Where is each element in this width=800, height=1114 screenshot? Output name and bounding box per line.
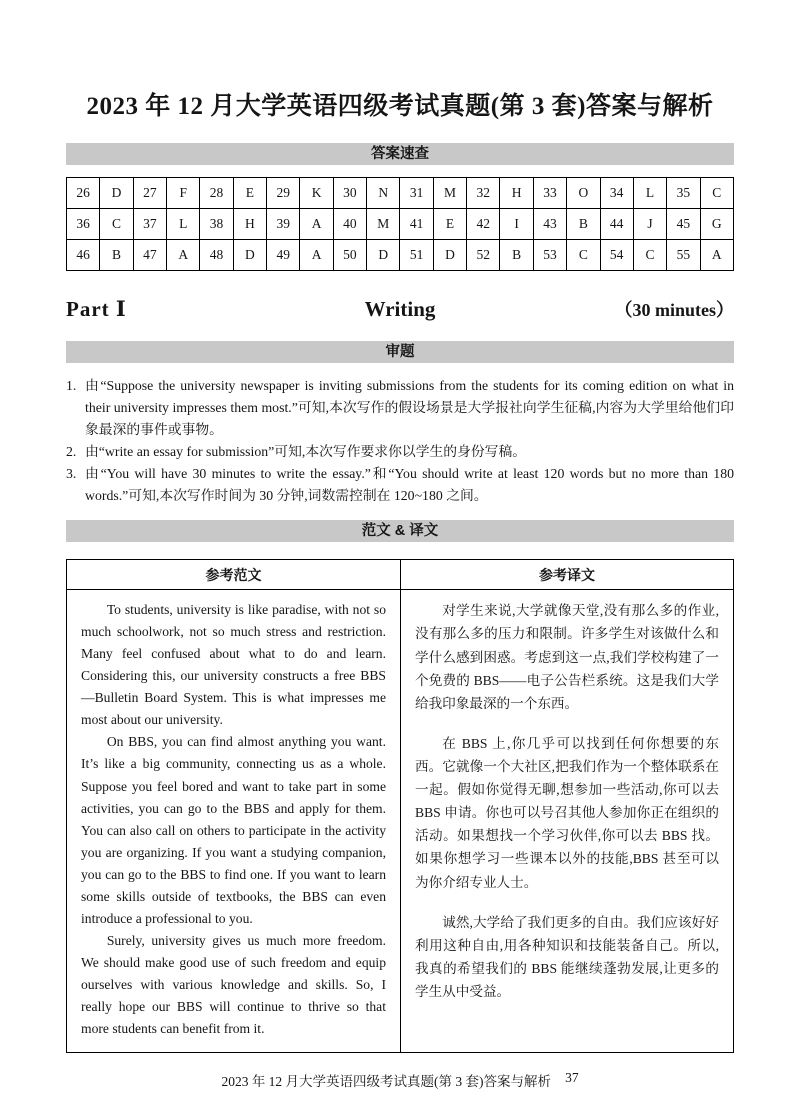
answer-number-cell: 45 bbox=[667, 209, 700, 240]
part-label: Part Ⅰ bbox=[66, 297, 127, 321]
answer-number-cell: 30 bbox=[333, 178, 366, 209]
answer-letter-cell: L bbox=[167, 209, 200, 240]
analysis-item-text: 由“Suppose the university newspaper is inviting submissions from the students for its coming edition on what in their university impresses them most.”可知,本次写作的假设场景是大学报社向学生征稿,内容为大学里给他们印象最深的事件或事物。 bbox=[85, 378, 734, 438]
answer-letter-cell: C bbox=[633, 240, 666, 271]
analysis-item bbox=[66, 375, 734, 441]
answer-number-cell: 47 bbox=[133, 240, 166, 271]
analysis-item bbox=[66, 441, 734, 463]
answer-letter-cell: M bbox=[433, 178, 466, 209]
essay-chinese-column bbox=[400, 590, 733, 1051]
analysis-item-number: 3. bbox=[66, 466, 77, 482]
answer-letter-cell: A bbox=[300, 240, 333, 271]
answer-letter-cell: K bbox=[300, 178, 333, 209]
answer-letter-cell: A bbox=[167, 240, 200, 271]
essay-paragraph-english: On BBS, you can find almost anything you want. It’s like a big community, connecting us as a whole. Suppose you feel bored and want to take part in some activities, you can go to the BBS and apply for them. You can also call on others to participate in the activity you are organizing. If you want a studying companion, you can go to the BBS to find one. If you want to learn some skills outside of textbooks, the BBS can even introduce a professional to you. bbox=[81, 734, 386, 926]
answer-number-cell: 46 bbox=[67, 240, 100, 271]
analysis-item-number: 1. bbox=[66, 378, 77, 393]
answer-number-cell: 33 bbox=[533, 178, 566, 209]
answer-row bbox=[67, 240, 734, 271]
answer-number-cell: 27 bbox=[133, 178, 166, 209]
answer-number-cell: 32 bbox=[467, 178, 500, 209]
answer-letter-cell: F bbox=[167, 178, 200, 209]
answer-number-cell: 37 bbox=[133, 209, 166, 240]
answer-letter-cell: H bbox=[500, 178, 533, 209]
answer-key-table-body bbox=[67, 178, 734, 271]
answer-number-cell: 53 bbox=[533, 240, 566, 271]
answer-number-cell: 52 bbox=[467, 240, 500, 271]
page-title: 2023 年 12 月大学英语四级考试真题(第 3 套)答案与解析 bbox=[86, 93, 714, 120]
answer-letter-cell: A bbox=[300, 209, 333, 240]
answer-letter-cell: D bbox=[367, 240, 400, 271]
part-duration: （30 minutes） bbox=[614, 300, 734, 320]
essay-english-column bbox=[67, 590, 400, 1051]
answer-letter-cell: J bbox=[633, 209, 666, 240]
answer-number-cell: 31 bbox=[400, 178, 433, 209]
answer-letter-cell: D bbox=[233, 240, 266, 271]
footer-page-number: 37 bbox=[565, 1069, 579, 1085]
essay-paragraph-chinese: 对学生来说,大学就像天堂,没有那么多的作业,没有那么多的压力和限制。许多学生对该做什么和学什么感到困惑。考虑到这一点,我们学校构建了一个免费的 BBS——电子公告栏系统。这是我们大学给我印象最深的一个东西。 bbox=[415, 603, 719, 711]
essay-column-header-translation: 参考译文 bbox=[400, 560, 733, 590]
part-title: Writing bbox=[364, 297, 436, 321]
page-footer bbox=[66, 1070, 734, 1090]
answer-letter-cell: C bbox=[100, 209, 133, 240]
part-heading bbox=[66, 296, 734, 322]
analysis-item-text: 由“write an essay for submission”可知,本次写作要求你以学生的身份写稿。 bbox=[85, 444, 527, 460]
analysis-item bbox=[66, 463, 734, 507]
footer-text: 2023 年 12 月大学英语四级考试真题(第 3 套)答案与解析 bbox=[221, 1073, 552, 1089]
answer-number-cell: 36 bbox=[67, 209, 100, 240]
answer-number-cell: 38 bbox=[200, 209, 233, 240]
answer-letter-cell: B bbox=[500, 240, 533, 271]
answer-letter-cell: A bbox=[700, 240, 733, 271]
answer-letter-cell: E bbox=[433, 209, 466, 240]
answer-row bbox=[67, 178, 734, 209]
answer-number-cell: 26 bbox=[67, 178, 100, 209]
answer-letter-cell: D bbox=[100, 178, 133, 209]
answer-number-cell: 43 bbox=[533, 209, 566, 240]
answer-key-table bbox=[66, 177, 734, 271]
answer-number-cell: 28 bbox=[200, 178, 233, 209]
essay-column-header-model: 参考范文 bbox=[67, 560, 400, 590]
answer-number-cell: 42 bbox=[467, 209, 500, 240]
answer-letter-cell: M bbox=[367, 209, 400, 240]
answer-number-cell: 29 bbox=[267, 178, 300, 209]
section-header-analysis: 审题 bbox=[66, 341, 734, 363]
answer-letter-cell: B bbox=[100, 240, 133, 271]
essay-table bbox=[66, 559, 734, 1052]
answer-letter-cell: I bbox=[500, 209, 533, 240]
answer-letter-cell: C bbox=[700, 178, 733, 209]
answer-number-cell: 35 bbox=[667, 178, 700, 209]
answer-number-cell: 40 bbox=[333, 209, 366, 240]
answer-number-cell: 48 bbox=[200, 240, 233, 271]
section-header-model-essay: 范文 & 译文 bbox=[66, 520, 734, 542]
analysis-item-number: 2. bbox=[66, 444, 77, 460]
answer-letter-cell: N bbox=[367, 178, 400, 209]
answer-number-cell: 51 bbox=[400, 240, 433, 271]
answer-letter-cell: H bbox=[233, 209, 266, 240]
essay-paragraph-english: Surely, university gives us much more freedom. We should make good use of such freedom and equip ourselves with various knowledge and skills. So, I really hope our BBS will continue to thrive so that more students can benefit from it. bbox=[81, 932, 386, 1036]
answer-letter-cell: E bbox=[233, 178, 266, 209]
analysis-item-text: 由“You will have 30 minutes to write the essay.”和“You should write at least 120 words but no more than 180 words.”可知,本次写作时间为 30 分钟,词数需控制在 120~180 之间。 bbox=[85, 466, 734, 504]
analysis-list bbox=[66, 375, 734, 507]
answer-number-cell: 54 bbox=[600, 240, 633, 271]
answer-letter-cell: G bbox=[700, 209, 733, 240]
answer-number-cell: 34 bbox=[600, 178, 633, 209]
answer-letter-cell: D bbox=[433, 240, 466, 271]
answer-letter-cell: L bbox=[633, 178, 666, 209]
answer-letter-cell: O bbox=[567, 178, 600, 209]
answer-number-cell: 41 bbox=[400, 209, 433, 240]
section-header-answer-quick-check: 答案速查 bbox=[66, 143, 734, 165]
essay-paragraph-chinese: 诚然,大学给了我们更多的自由。我们应该好好利用这种自由,用各种知识和技能装备自己。所以,我真的希望我们的 BBS 能继续蓬勃发展,让更多的学生从中受益。 bbox=[415, 914, 719, 1000]
answer-number-cell: 44 bbox=[600, 209, 633, 240]
answer-number-cell: 39 bbox=[267, 209, 300, 240]
answer-letter-cell: C bbox=[567, 240, 600, 271]
essay-paragraph-english: To students, university is like paradise, with not so much schoolwork, not so much stress and restriction. Many feel confused about what to do and learn. Considering this, our university constructs a free BBS—Bulletin Board System. This is what impresses me most about our university. bbox=[81, 602, 386, 728]
answer-number-cell: 49 bbox=[267, 240, 300, 271]
essay-paragraph-chinese: 在 BBS 上,你几乎可以找到任何你想要的东西。它就像一个大社区,把我们作为一个整体联系在一起。假如你觉得无聊,想参加一些活动,你可以去 BBS 申请。你也可以号召其他人参加你正在组织的活动。如果想找一个学习伙伴,你可以去 BBS 找。如果你想学习一些课本以外的技能,BBS 甚至可以为你介绍专业人士。 bbox=[415, 735, 719, 890]
answer-number-cell: 50 bbox=[333, 240, 366, 271]
answer-number-cell: 55 bbox=[667, 240, 700, 271]
answer-row bbox=[67, 209, 734, 240]
answer-letter-cell: B bbox=[567, 209, 600, 240]
